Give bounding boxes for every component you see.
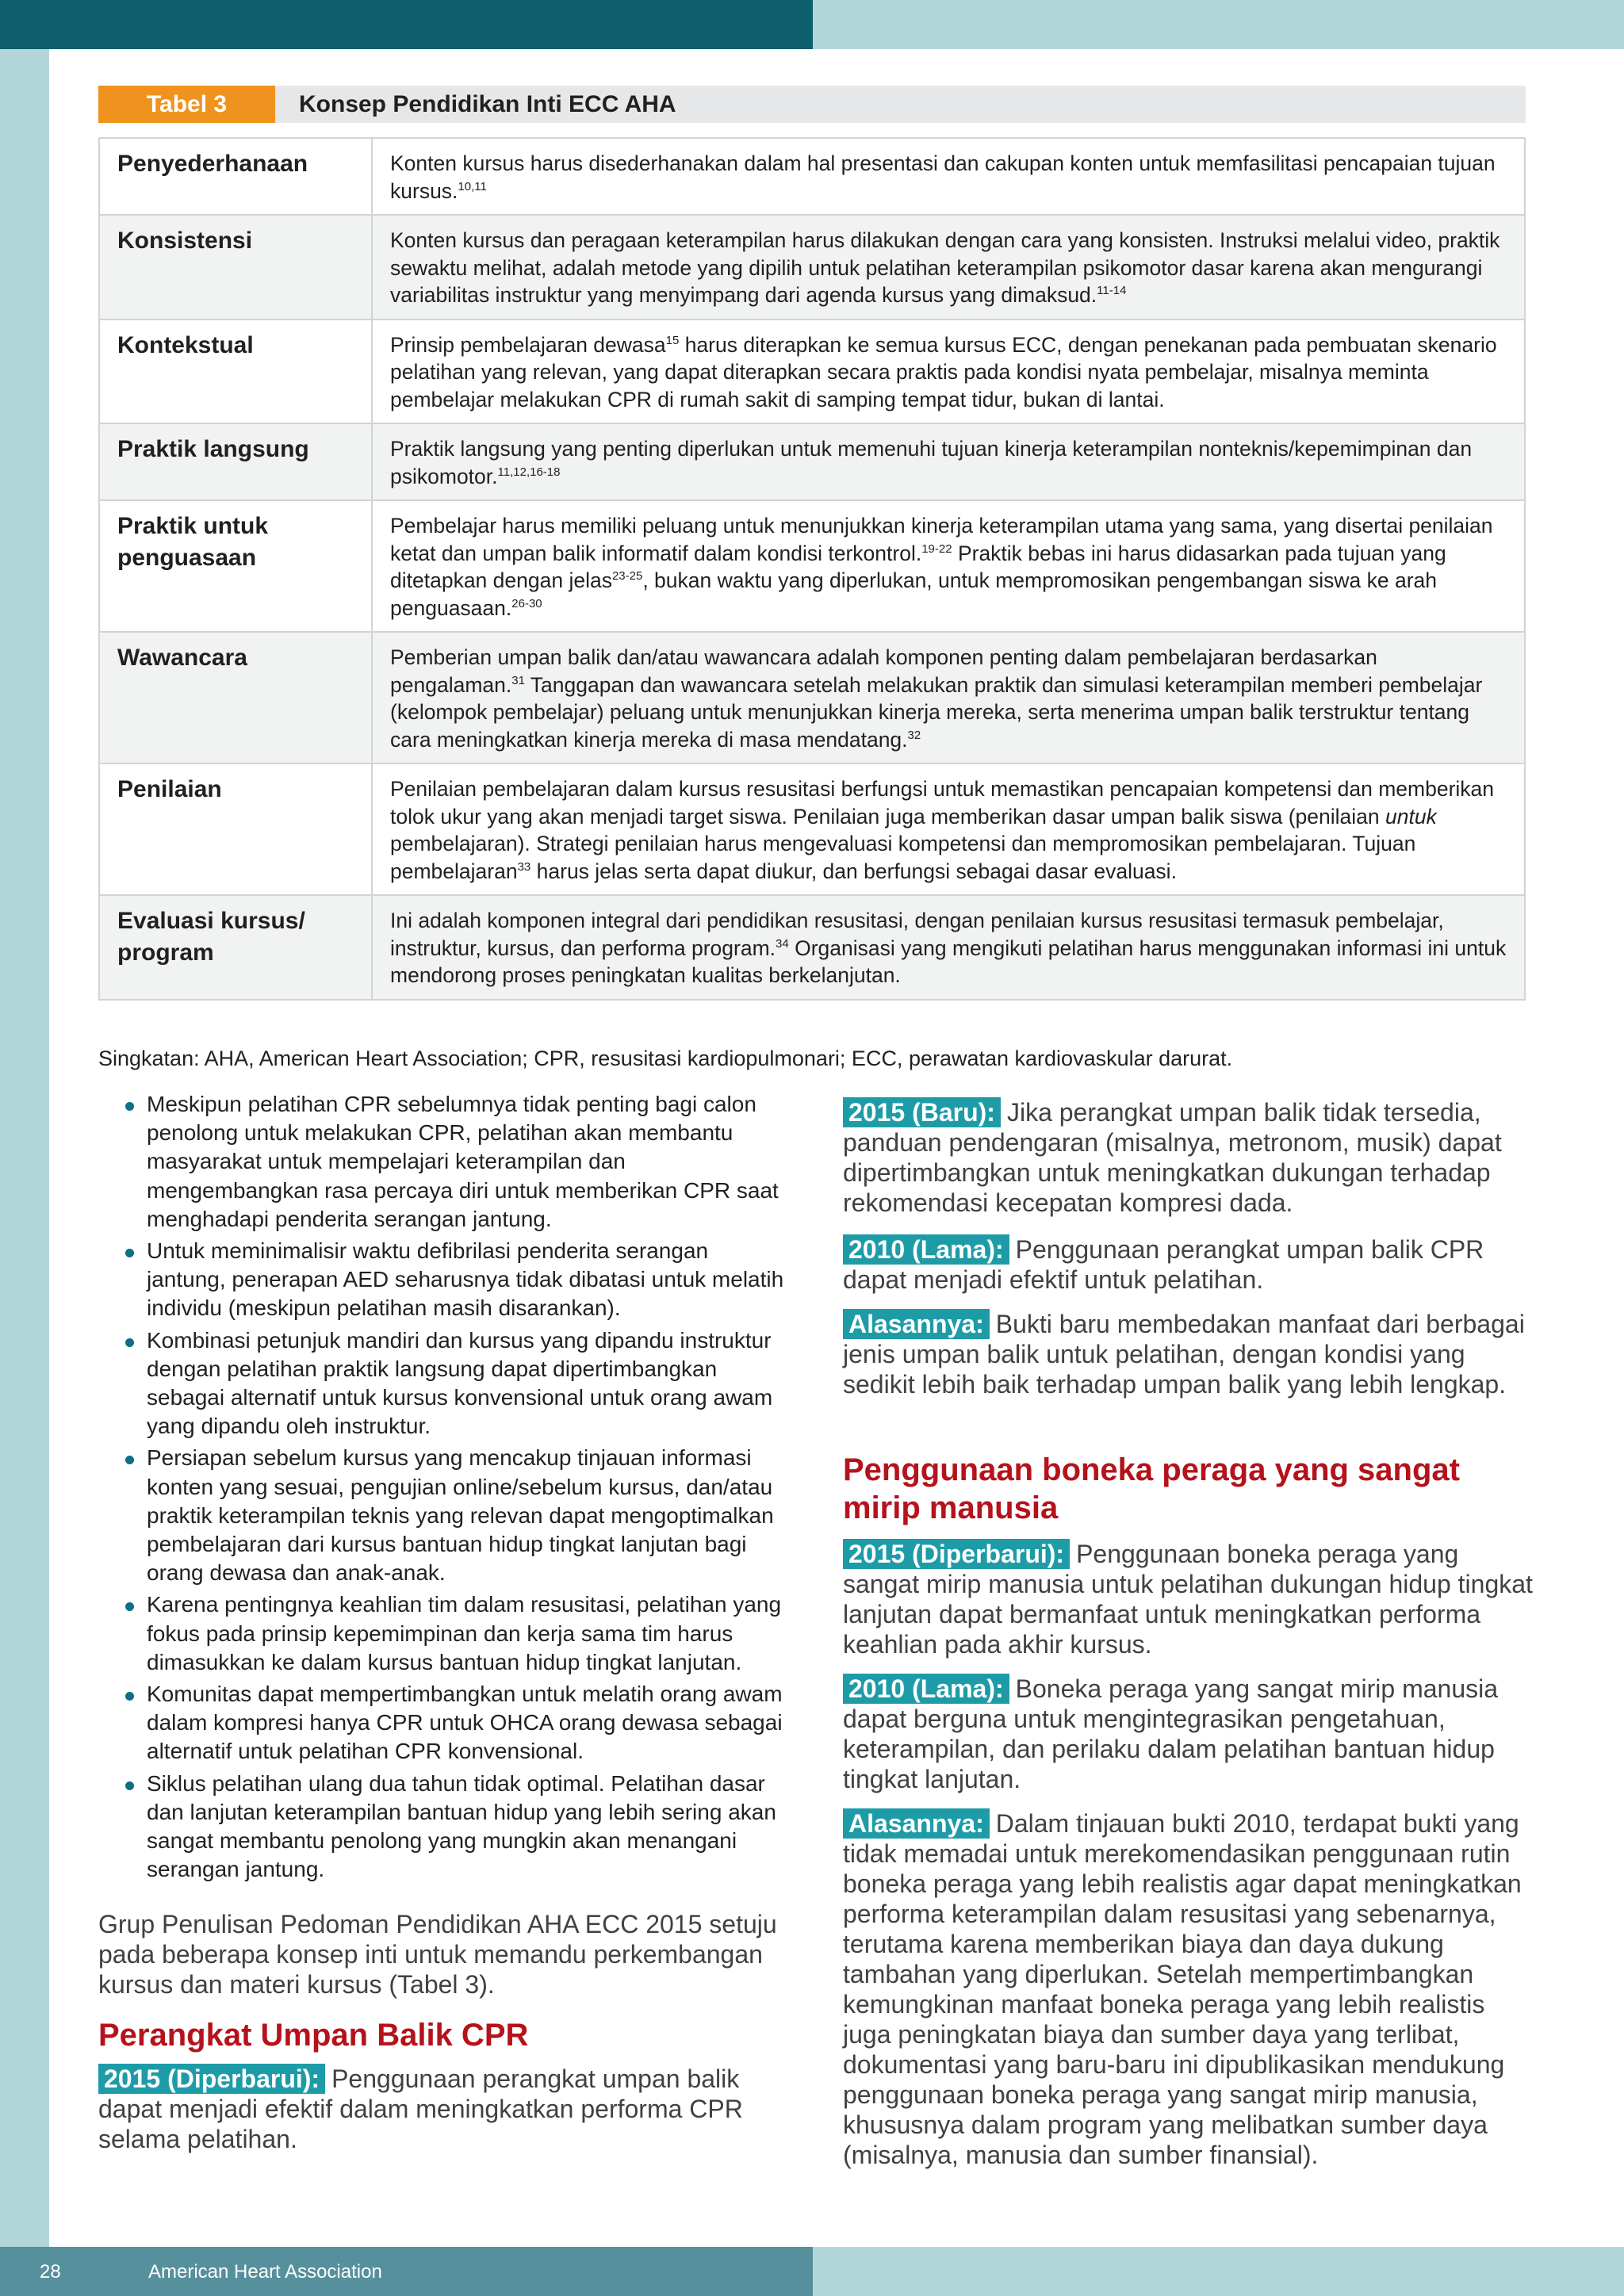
concept-term: Praktik langsung [99,423,372,500]
cpr-new-recommendation: 2015 (Baru): Jika perangkat umpan balik tidak tersedia, panduan pendengaran (misalnya, metronom, musik) dapat dipertimbangkan untuk meningkatkan dukungan terhadap rekomendasi kecepatan kompresi dada. [843,1098,1502,1217]
intro-paragraph: Grup Penulisan Pedoman Pendidikan AHA ECC 2015 setuju pada beberapa konsep inti untuk memandu perkembangan kursus dan materi kursus (Tabel 3). [98,1910,777,1999]
concept-term: Wawancara [99,632,372,763]
citation: 10,11 [458,179,487,193]
reason-label: Alasannya: [843,1309,990,1339]
table-header [98,86,1526,123]
list-item: Meskipun pelatihan CPR sebelumnya tidak penting bagi calon penolong untuk melakukan CPR, pelatihan akan membantu masyarakat untuk mempelajari keterampilan dan mengembangkan rasa percaya diri untuk memberikan CPR saat menghadapi penderita serangan jantung. [119,1090,785,1234]
updated-2015-label: 2015 (Diperbarui): [843,1539,1070,1569]
list-item: Komunitas dapat mempertimbangkan untuk melatih orang awam dalam kompresi hanya CPR untuk OHCA orang dewasa sebagai alternatif untuk pelatihan CPR konvensional. [119,1680,785,1766]
table-title: Konsep Pendidikan Inti ECC AHA [299,91,676,117]
table-number-tag: Tabel 3 [98,86,275,123]
citation: 23-25 [611,569,643,584]
concept-term: Konsistensi [99,215,372,320]
old-2010-label: 2010 (Lama): [843,1234,1009,1265]
footer-organization: American Heart Association [148,2261,382,2283]
concept-description: Konten kursus harus disederhanakan dalam hal presentasi dan cakupan konten untuk memfasilitasi pencapaian tujuan kursus.$^{10,11}$ [372,138,1525,215]
list-item: Persiapan sebelum kursus yang mencakup tinjauan informasi konten yang sesuai, pengujian online/sebelum kursus, dan/atau praktik keterampilan teknis yang relevan dapat mengoptimalkan pembelajaran dari kursus bantuan hidup tingkat lanjutan bagi orang dewasa dan anak-anak. [119,1444,785,1587]
cpr-reason: Alasannya: Bukti baru membedakan manfaat dari berbagai jenis umpan balik untuk pelatihan, dengan kondisi yang sedikit lebih baik terhadap umpan balik yang lebih lengkap. [843,1310,1525,1399]
table-row [99,215,1525,320]
cpr-updated-recommendation: 2015 (Diperbarui): Penggunaan perangkat umpan balik dapat menjadi efektif dalam meningkatkan performa CPR selama pelatihan. [98,2064,743,2153]
manikin-updated-recommendation: 2015 (Diperbarui): Penggunaan boneka peraga yang sangat mirip manusia untuk pelatihan dukungan hidup tingkat lanjutan dapat bermanfaat untuk meningkatkan performa keahlian pada akhir kursus. [843,1540,1533,1659]
citation: 34 [776,936,789,951]
side-margin-strip [0,49,49,2247]
citation: 32 [907,728,921,742]
table-row [99,500,1525,632]
cpr-feedback-heading: Perangkat Umpan Balik CPR [98,2018,529,2053]
table-row [99,320,1525,424]
table-row [99,138,1525,215]
table-row [99,632,1525,763]
concept-description: Pemberian umpan balik dan/atau wawancara adalah komponen penting dalam pembelajaran berdasarkan pengalaman.$^{31}$ Tanggapan dan wawancara setelah melakukan praktik dan simulasi keterampilan memberi pembelajar (kelompok pembelajar) peluang untuk menunjukkan kinerja mereka, serta menerima umpan balik terstruktur tentang cara meningkatkan kinerja mereka di masa mendatang.$^{32}$ [372,632,1525,763]
citation: 31 [511,673,525,687]
concept-term: Evaluasi kursus/ program [99,895,372,1000]
concept-term: Penyederhanaan [99,138,372,215]
manikin-reason: Alasannya: Dalam tinjauan bukti 2010, terdapat bukti yang tidak memadai untuk merekomendasikan penggunaan rutin boneka peraga yang lebih realistis agar dapat meningkatkan performa keterampilan dalam resusitasi yang sebenarnya, terutama karena memberikan biaya dan daya dukung tambahan yang diperlukan. Setelah mempertimbangkan kemungkinan manfaat boneka peraga yang lebih realistis juga peningkatan biaya dan sumber daya yang terlibat, dokumentasi yang baru-baru ini dipublikasikan mendukung penggunaan boneka peraga yang sangat mirip manusia, khususnya dalam program yang melibatkan sumber daya (misalnya, manusia dan sumber finansial). [843,1809,1522,2169]
concept-term: Penilaian [99,763,372,895]
cpr-old-recommendation: 2010 (Lama): Penggunaan perangkat umpan balik CPR dapat menjadi efektif untuk pelatihan. [843,1235,1484,1294]
concept-description: Ini adalah komponen integral dari pendidikan resusitasi, dengan penilaian kursus resusitasi termasuk pembelajar, instruktur, kursus, dan performa program.$^{34}$ Organisasi yang mengikuti pelatihan harus menggunakan informasi ini untuk mendorong proses peningkatan kualitas berkelanjutan. [372,895,1525,1000]
footer-bar-dark [0,2247,813,2296]
concept-term: Praktik untuk penguasaan [99,500,372,632]
concept-description: Konten kursus dan peragaan keterampilan harus dilakukan dengan cara yang konsisten. Instruksi melalui video, praktik sewaktu melihat, adalah metode yang dipilih untuk pelatihan keterampilan psikomotor dasar karena akan mengurangi variabilitas instruktur yang menyimpang dari agenda kursus yang dimaksud.$^{11-14}$ [372,215,1525,320]
list-item: Siklus pelatihan ulang dua tahun tidak optimal. Pelatihan dasar dan lanjutan keterampilan bantuan hidup yang lebih sering akan sangat membantu penolong yang mungkin akan menangani serangan jantung. [119,1770,785,1885]
citation: 15 [665,333,680,347]
concepts-table [98,137,1526,1001]
recommendations-list [119,1090,785,1887]
list-item: Untuk meminimalisir waktu defibrilasi penderita serangan jantung, penerapan AED seharusnya tidak dibatasi untuk melatih individu (meskipun pelatihan masih disarankan). [119,1237,785,1323]
concept-description: Prinsip pembelajaran dewasa$^{15}$ harus diterapkan ke semua kursus ECC, dengan penekanan pada pembuatan skenario pelatihan yang relevan, yang dapat diterapkan secara praktis pada kondisi nyata pembelajar, misalnya meminta pembelajar melakukan CPR di rumah sakit di samping tempat tidur, bukan di lantai. [372,320,1525,424]
page-number: 28 [40,2261,61,2283]
list-item: Kombinasi petunjuk mandiri dan kursus yang dipandu instruktur dengan pelatihan praktik langsung dapat dipertimbangkan sebagai alternatif untuk kursus konvensional untuk orang awam yang dipandu oleh instruktur. [119,1326,785,1441]
table-row [99,763,1525,895]
table-row [99,423,1525,500]
reason-label: Alasannya: [843,1808,990,1839]
list-item: Karena pentingnya keahlian tim dalam resusitasi, pelatihan yang fokus pada prinsip kepemimpinan dan kerja sama tim harus dimasukkan ke dalam kursus bantuan hidup tingkat lanjutan. [119,1590,785,1677]
citation: 26-30 [511,596,542,610]
citation: 11,12,16-18 [497,465,561,479]
concept-description: Pembelajar harus memiliki peluang untuk menunjukkan kinerja keterampilan utama yang sama, yang disertai penilaian ketat dan umpan balik informatif dalam kondisi terkontrol.$^{19-22}$ Praktik bebas ini harus didasarkan pada tujuan yang ditetapkan dengan jelas$^{23-25}$, bukan waktu yang diperlukan, untuk mempromosikan pengembangan siswa ke arah penguasaan.$^{26-30}$ [372,500,1525,632]
manikin-heading: Penggunaan boneka peraga yang sangat mirip manusia [843,1452,1460,1525]
top-banner-light [813,0,1624,49]
new-2015-label: 2015 (Baru): [843,1097,1001,1127]
concept-description: Praktik langsung yang penting diperlukan untuk memenuhi tujuan kinerja keterampilan nonteknis/kepemimpinan dan psikomotor.$^{11,12,16-18}$ [372,423,1525,500]
top-banner-dark [0,0,813,49]
updated-2015-label: 2015 (Diperbarui): [98,2064,325,2094]
manikin-old-recommendation: 2010 (Lama): Boneka peraga yang sangat mirip manusia dapat berguna untuk mengintegrasikan pengetahuan, keterampilan, dan perilaku dalam pelatihan bantuan hidup tingkat lanjutan. [843,1674,1499,1793]
footer-bar-light [813,2247,1624,2296]
citation: 33 [517,859,531,874]
concept-term: Kontekstual [99,320,372,424]
table-abbreviations-note: Singkatan: AHA, American Heart Association; CPR, resusitasi kardiopulmonari; ECC, perawatan kardiovaskular darurat. [98,1047,1233,1070]
table-row [99,895,1525,1000]
citation: 11-14 [1097,284,1127,298]
concept-description: Penilaian pembelajaran dalam kursus resusitasi berfungsi untuk memastikan pencapaian kompetensi dan memberikan tolok ukur yang akan menjadi target siswa. Penilaian juga memberikan dasar umpan balik siswa (penilaian untuk pembelajaran). Strategi penilaian harus mengevaluasi kompetensi dan mempromosikan pembelajaran. Tujuan pembelajaran$^{33}$ harus jelas serta dapat diukur, dan berfungsi sebagai dasar evaluasi. [372,763,1525,895]
old-2010-label: 2010 (Lama): [843,1674,1009,1704]
citation: 19-22 [921,541,952,556]
